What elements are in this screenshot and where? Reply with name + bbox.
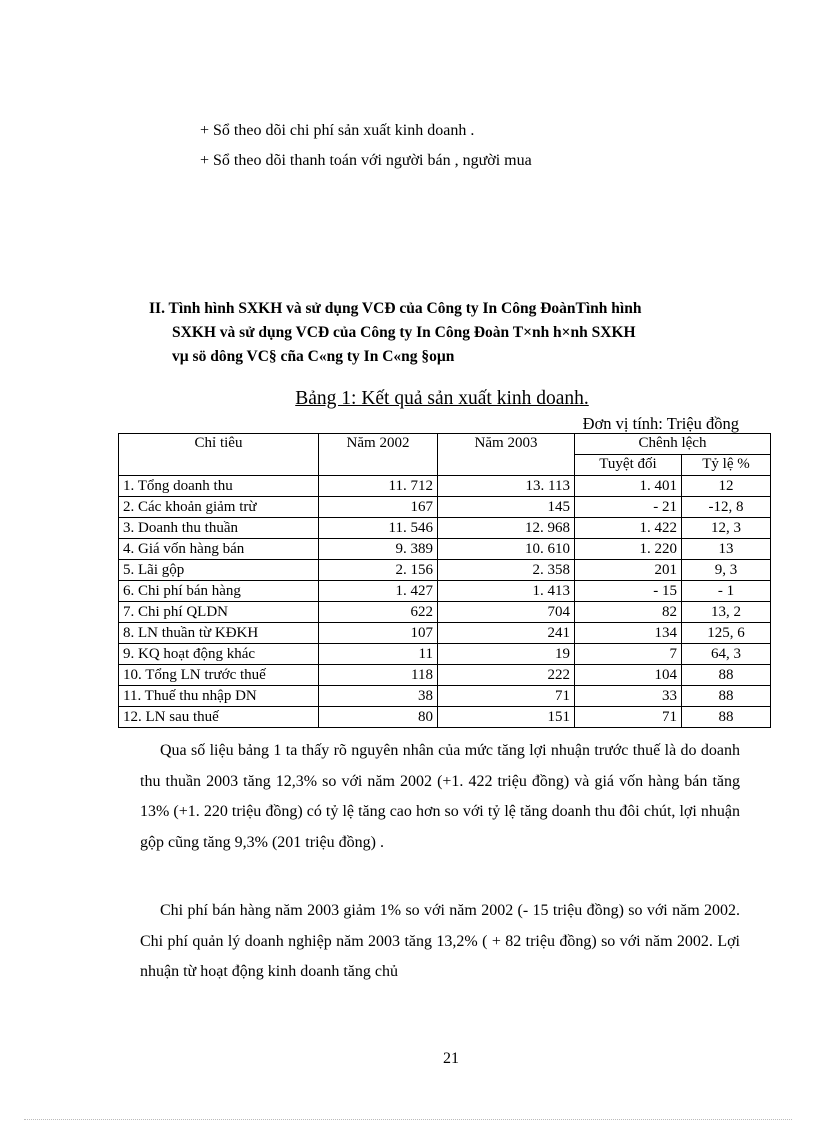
cell-abs: 134 (575, 623, 682, 644)
cell-2003: 71 (438, 686, 575, 707)
cell-indicator: 11. Thuế thu nhập DN (119, 686, 319, 707)
section-heading (149, 297, 739, 369)
cell-pct: 125, 6 (682, 623, 771, 644)
header-indicator: Chỉ tiêu (119, 434, 319, 476)
header-pct: Tỷ lệ % (682, 455, 771, 476)
cell-2003: 151 (438, 707, 575, 728)
cell-2002: 11 (319, 644, 438, 665)
cell-2002: 11. 546 (319, 518, 438, 539)
cell-2003: 222 (438, 665, 575, 686)
heading-line-3: vµ sö dông VC§ cña C«ng ty In C«ng §oµn (172, 348, 455, 365)
cell-pct: 9, 3 (682, 560, 771, 581)
cell-abs: 104 (575, 665, 682, 686)
cell-2003: 13. 113 (438, 476, 575, 497)
page-number: 21 (443, 1050, 459, 1067)
cell-pct: 88 (682, 686, 771, 707)
cell-abs: 82 (575, 602, 682, 623)
cell-pct: 64, 3 (682, 644, 771, 665)
header-diff: Chênh lệch (575, 434, 771, 455)
cell-2003: 2. 358 (438, 560, 575, 581)
table-title: Bảng 1: Kết quả sản xuất kinh doanh. (295, 388, 589, 409)
cell-pct: - 1 (682, 581, 771, 602)
cell-2003: 145 (438, 497, 575, 518)
cell-abs: - 15 (575, 581, 682, 602)
table-body (119, 476, 771, 728)
heading-line-1: II. Tình hình SXKH và sử dụng VCĐ của Công ty In Công ĐoànTình hình (149, 300, 642, 317)
cell-abs: 33 (575, 686, 682, 707)
paragraph-2-text: Chi phí bán hàng năm 2003 giảm 1% so với năm 2002 (- 15 triệu đồng) so với năm 2002. Chi phí quản lý doanh nghiệp năm 2003 tăng 13,2% ( + 82 triệu đồng) so với năm 2002. Lợi nhuận từ hoạt động kinh doanh tăng chủ (140, 902, 740, 980)
cell-pct: 13 (682, 539, 771, 560)
cell-indicator: 9. KQ hoạt động khác (119, 644, 319, 665)
cell-2003: 10. 610 (438, 539, 575, 560)
table-row (119, 602, 771, 623)
cell-indicator: 5. Lãi gộp (119, 560, 319, 581)
cell-pct: 88 (682, 665, 771, 686)
results-table (118, 433, 771, 728)
cell-indicator: 2. Các khoản giảm trừ (119, 497, 319, 518)
cell-abs: - 21 (575, 497, 682, 518)
cell-abs: 1. 422 (575, 518, 682, 539)
table-row (119, 560, 771, 581)
cell-2002: 1. 427 (319, 581, 438, 602)
cell-2002: 167 (319, 497, 438, 518)
table-row (119, 686, 771, 707)
cell-2003: 12. 968 (438, 518, 575, 539)
cell-indicator: 6. Chi phí bán hàng (119, 581, 319, 602)
cell-2002: 9. 389 (319, 539, 438, 560)
cell-2003: 241 (438, 623, 575, 644)
cell-pct: 12 (682, 476, 771, 497)
table-row (119, 644, 771, 665)
table-row (119, 665, 771, 686)
table-row (119, 497, 771, 518)
table-row (119, 581, 771, 602)
table-unit: Đơn vị tính: Triệu đồng (582, 414, 739, 433)
cell-abs: 7 (575, 644, 682, 665)
paragraph-1-text: Qua số liệu bảng 1 ta thấy rõ nguyên nhân của mức tăng lợi nhuận trước thuế là do doanh thu thuần 2003 tăng 12,3% so với năm 2002 (+1. 422 triệu đồng) và giá vốn hàng bán tăng 13% (+1. 220 triệu đồng) có tỷ lệ tăng cao hơn so với tỷ lệ tăng doanh thu đôi chút, lợi nhuận gộp cũng tăng 9,3% (201 triệu đồng) . (140, 742, 740, 851)
cell-indicator: 8. LN thuần từ KĐKH (119, 623, 319, 644)
cell-abs: 201 (575, 560, 682, 581)
bullet-payment-ledger: + Sổ theo dõi thanh toán với người bán , người mua (200, 152, 532, 169)
cell-indicator: 10. Tổng LN trước thuế (119, 665, 319, 686)
cell-indicator: 3. Doanh thu thuần (119, 518, 319, 539)
cell-indicator: 7. Chi phí QLDN (119, 602, 319, 623)
paragraph-1 (140, 736, 740, 858)
cell-2002: 2. 156 (319, 560, 438, 581)
header-abs: Tuyệt đối (575, 455, 682, 476)
cell-2002: 107 (319, 623, 438, 644)
header-2003: Năm 2003 (438, 434, 575, 476)
cell-2002: 11. 712 (319, 476, 438, 497)
cell-pct: 13, 2 (682, 602, 771, 623)
cell-2002: 622 (319, 602, 438, 623)
paragraph-2 (140, 896, 740, 988)
table-row (119, 707, 771, 728)
heading-line-2: SXKH và sử dụng VCĐ của Công ty In Công Đoàn T×nh h×nh SXKH (172, 324, 636, 341)
bullet-expense-ledger: + Sổ theo dõi chi phí sản xuất kinh doanh . (200, 122, 475, 139)
table-row (119, 623, 771, 644)
cell-indicator: 1. Tổng doanh thu (119, 476, 319, 497)
cell-2002: 38 (319, 686, 438, 707)
table-row (119, 539, 771, 560)
table-row (119, 518, 771, 539)
cell-2002: 80 (319, 707, 438, 728)
cell-2003: 1. 413 (438, 581, 575, 602)
cell-indicator: 12. LN sau thuế (119, 707, 319, 728)
page-bottom-divider (24, 1119, 792, 1120)
header-2002: Năm 2002 (319, 434, 438, 476)
cell-abs: 1. 401 (575, 476, 682, 497)
cell-2003: 19 (438, 644, 575, 665)
cell-2002: 118 (319, 665, 438, 686)
table-row (119, 476, 771, 497)
cell-abs: 1. 220 (575, 539, 682, 560)
cell-abs: 71 (575, 707, 682, 728)
cell-2003: 704 (438, 602, 575, 623)
cell-pct: 12, 3 (682, 518, 771, 539)
cell-pct: -12, 8 (682, 497, 771, 518)
cell-indicator: 4. Giá vốn hàng bán (119, 539, 319, 560)
cell-pct: 88 (682, 707, 771, 728)
